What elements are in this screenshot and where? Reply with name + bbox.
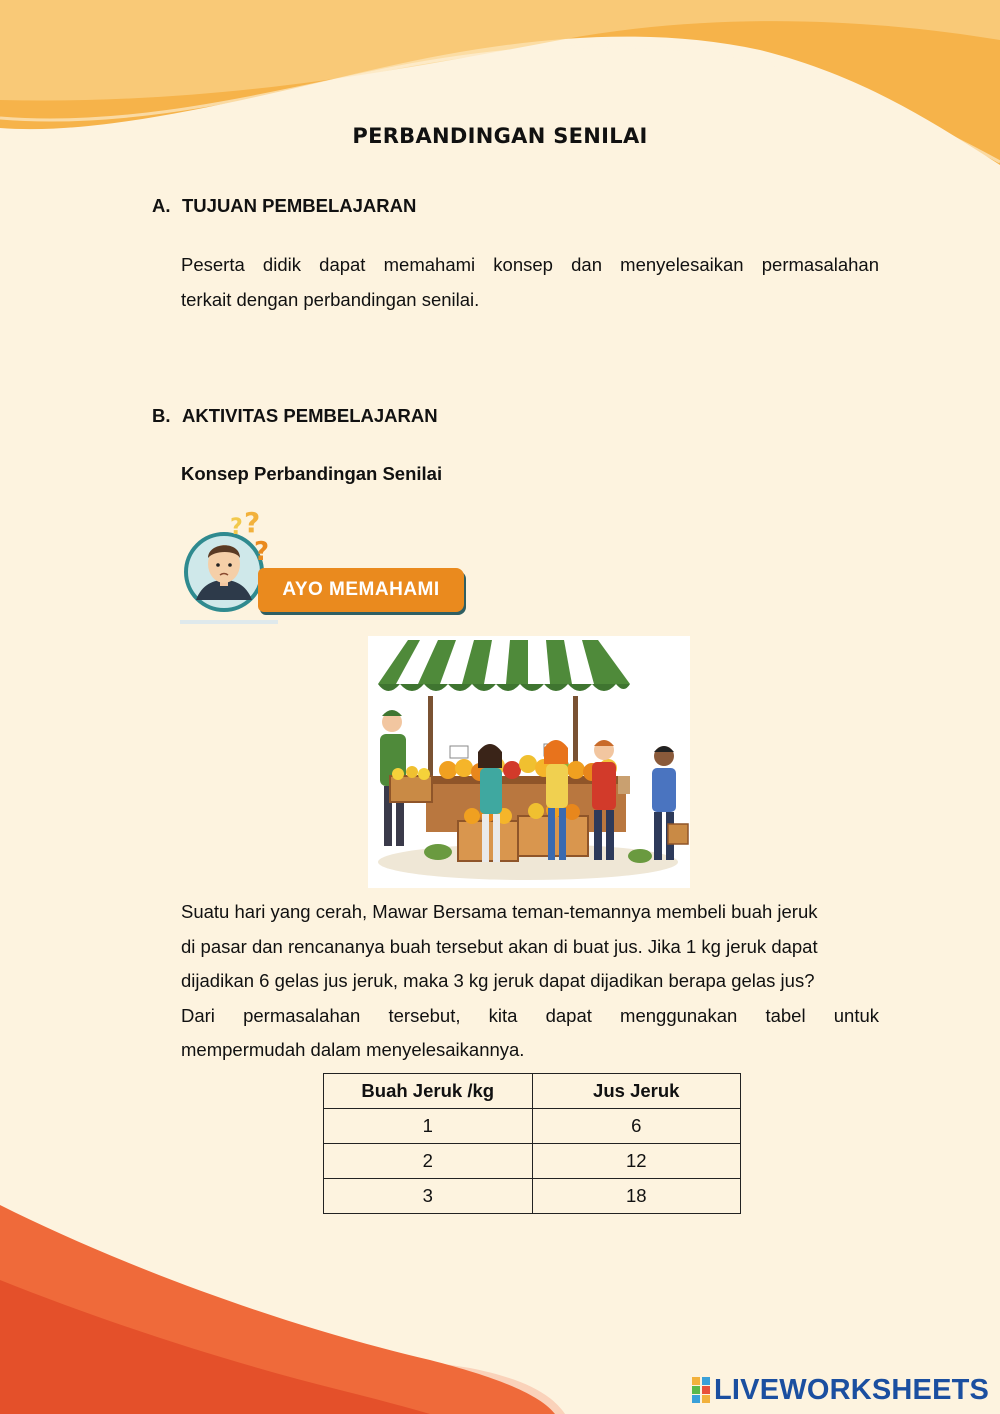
subheading: Konsep Perbandingan Senilai [181,463,443,484]
table-header-cell: Jus Jeruk [532,1074,741,1109]
table-row [324,1144,741,1179]
fruit-market-illustration [368,636,690,888]
table-cell: 2 [324,1144,533,1179]
table-cell: 6 [532,1109,741,1144]
table-cell: 1 [324,1109,533,1144]
table-row [324,1109,741,1144]
table-header-cell: Buah Jeruk /kg [324,1074,533,1109]
ayo-memahami-badge: AYO MEMAHAMI [258,568,464,612]
section-b-title: AKTIVITAS PEMBELAJARAN [182,405,438,426]
story-line: Dari permasalahan tersebut, kita dapat menggunakan tabel untuk [181,1004,879,1026]
table-cell: 18 [532,1179,741,1214]
objective-line: Peserta didik dapat memahami konsep dan menyelesaikan permasalahan [181,254,879,275]
section-a-letter: A. [152,195,171,216]
section-a-heading [152,195,416,217]
section-a-title: TUJUAN PEMBELAJARAN [182,195,417,216]
liveworksheets-mark-icon [692,1377,710,1403]
story-line: Suatu hari yang cerah, Mawar Bersama teman-temannya membeli buah jeruk [181,901,818,922]
section-b-heading [152,405,438,427]
objective-paragraph [181,248,879,317]
table-cell: 12 [532,1144,741,1179]
table-cell: 3 [324,1179,533,1214]
story-line: dijadikan 6 gelas jus jeruk, maka 3 kg jeruk dapat dijadikan berapa gelas jus? [181,970,815,991]
svg-text:?: ? [244,508,261,539]
story-line: di pasar dan rencananya buah tersebut akan di buat jus. Jika 1 kg jeruk dapat [181,935,818,957]
liveworksheets-logo-text: LIVEWORKSHEETS [714,1373,990,1406]
svg-text:?: ? [254,537,270,567]
orange-juice-table [323,1073,741,1214]
section-b-letter: B. [152,405,171,426]
table-header-row [324,1074,741,1109]
objective-line: terkait dengan perbandingan senilai. [181,288,480,310]
story-paragraph [181,895,879,1068]
story-line: mempermudah dalam menyelesaikannya. [181,1039,525,1060]
page-title: PERBANDINGAN SENILAI [352,124,648,148]
liveworksheets-logo[interactable] [692,1372,989,1408]
table-row [324,1179,741,1214]
svg-text:?: ? [230,515,243,540]
